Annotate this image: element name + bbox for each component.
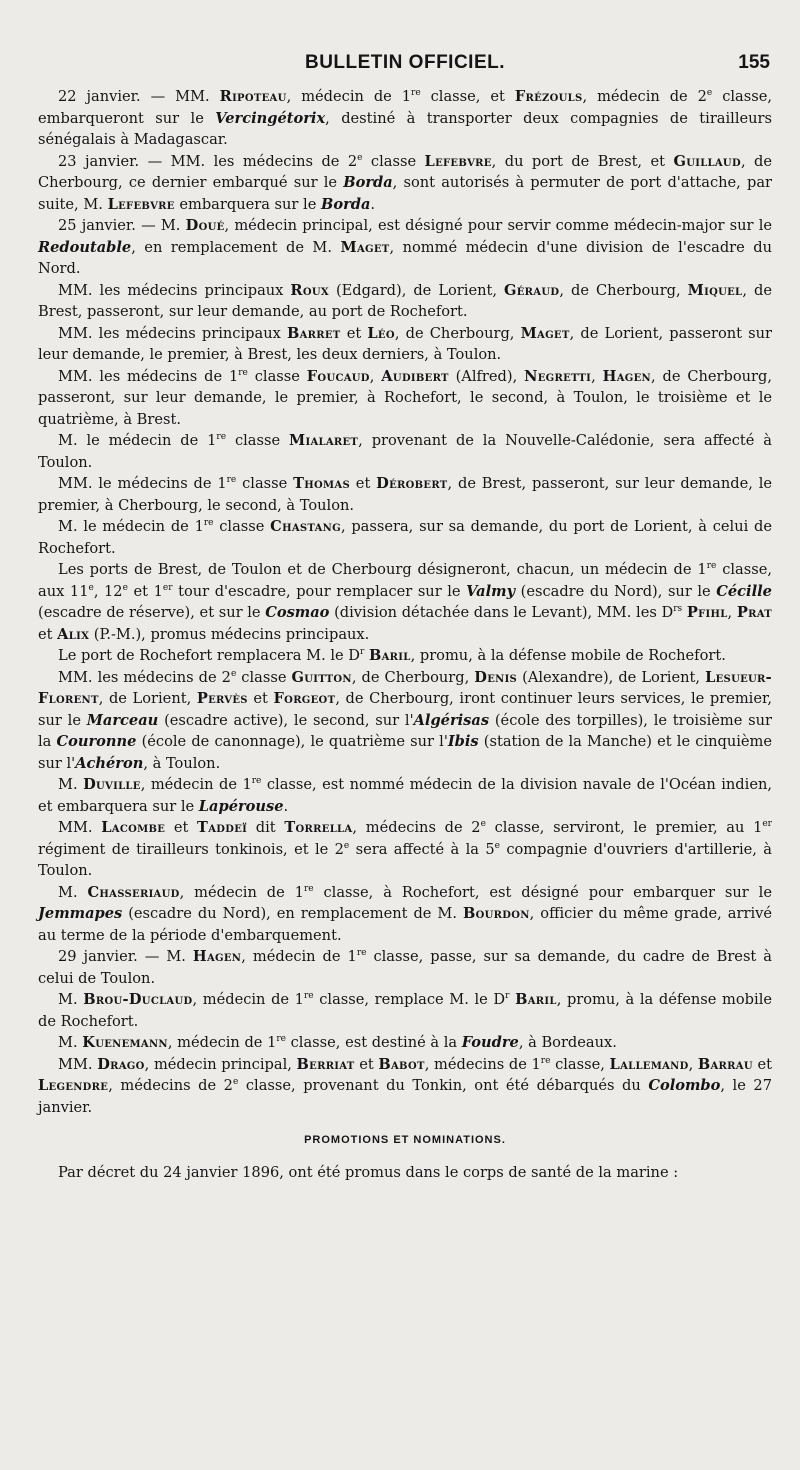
- text-run: classe, passe, sur sa demande, du cadre de Brest à celui de Toulon.: [38, 948, 772, 987]
- ship-name: Redoutable: [38, 238, 132, 256]
- paragraph: [38, 280, 772, 323]
- person-name: Hagen: [602, 367, 651, 385]
- text-run: , de Brest, passeront, sur leur demande, le premier, à Cherbourg, le second, à Toulon.: [38, 475, 772, 514]
- text-run: , de Brest, passeront, sur leur demande, au port de Rochefort.: [38, 281, 772, 320]
- text-run: M.: [58, 776, 84, 793]
- text-run: , 12: [93, 582, 123, 600]
- superscript: re: [226, 475, 237, 486]
- paragraph-list: [38, 86, 772, 1118]
- text-run: classe: [236, 668, 292, 686]
- text-run: , passera, sur sa demande, du port de Lorient, à celui de Rochefort.: [38, 518, 772, 557]
- text-run: classe, embarqueront sur le: [38, 88, 772, 127]
- text-run: et: [165, 819, 198, 836]
- superscript: re: [251, 776, 262, 787]
- text-run: (Edgard), de Lorient,: [328, 281, 504, 299]
- text-run: , de Cherbourg,: [559, 281, 688, 299]
- text-run: (escadre de réserve), et sur le: [38, 604, 266, 621]
- text-run: et 1: [127, 582, 163, 600]
- text-run: MM. les médecins principaux: [58, 324, 287, 342]
- paragraph: [38, 516, 772, 559]
- ship-name: Achéron: [75, 754, 144, 772]
- superscript: e: [494, 840, 500, 851]
- person-name: Mialaret: [289, 432, 359, 449]
- person-name: Pfihl: [686, 604, 728, 621]
- person-name: Léo: [367, 324, 395, 342]
- person-name: Berriat: [296, 1055, 355, 1073]
- person-name: Taddeï: [197, 819, 248, 836]
- person-name: Maget: [520, 324, 570, 342]
- text-run: , médecin de 1: [167, 1034, 277, 1051]
- person-name: Forgeot: [273, 690, 336, 707]
- superscript: er: [162, 582, 173, 593]
- text-run: embarquera sur le: [174, 195, 321, 213]
- superscript: re: [203, 518, 214, 529]
- text-run: , promu, à la défense mobile de Rochefort.: [38, 991, 772, 1030]
- text-run: , médecin de 1: [179, 883, 304, 901]
- text-run: M.: [58, 1034, 83, 1051]
- person-name: Chastang: [270, 518, 341, 535]
- text-run: MM. les médecins de 1: [58, 367, 239, 385]
- text-run: et: [247, 690, 274, 707]
- paragraph: [38, 151, 772, 216]
- text-run: , nommé médecin d'une division de l'escadre du Nord.: [38, 238, 773, 277]
- person-name: Baril: [368, 647, 411, 664]
- text-run: 23 janvier. — MM. les médecins de 2: [58, 152, 358, 170]
- text-run: , sont autorisés à permuter de port d'attache, par suite, M.: [38, 174, 772, 213]
- text-run: , provenant de la Nouvelle-Calédonie, sera affecté à Toulon.: [38, 432, 773, 471]
- text-run: .: [370, 195, 376, 213]
- superscript: re: [540, 1055, 551, 1066]
- text-run: classe, aux 11: [38, 561, 772, 600]
- text-run: 22 janvier. — MM.: [58, 88, 220, 105]
- person-name: Frézouls: [514, 88, 583, 105]
- text-run: , médecins de 2: [108, 1077, 233, 1094]
- text-run: classe: [213, 518, 271, 535]
- text-run: Le port de Rochefort remplacera M. le D: [58, 647, 360, 664]
- ship-name: Cécille: [716, 582, 772, 600]
- text-run: , le 27 janvier.: [38, 1077, 772, 1116]
- bulletin-title: BULLETIN OFFICIEL.: [304, 52, 506, 73]
- paragraph: [38, 667, 772, 775]
- ship-name: Valmy: [466, 582, 516, 600]
- closing-paragraph: [38, 1162, 772, 1184]
- person-name: Ripoteau: [219, 88, 287, 105]
- person-name: Thomas: [293, 475, 350, 492]
- document-body: [38, 86, 772, 1183]
- person-name: Kuenemann: [82, 1034, 168, 1051]
- text-run: , médecin de 1: [241, 948, 357, 965]
- paragraph: [38, 323, 772, 366]
- superscript: re: [303, 883, 314, 894]
- text-run: (école de canonnage), le quatrième sur l': [136, 733, 448, 750]
- superscript: e: [122, 582, 128, 593]
- person-name: Denis: [474, 668, 518, 686]
- text-run: , en remplacement de M.: [131, 238, 341, 256]
- text-run: , à Bordeaux.: [518, 1034, 617, 1051]
- text-run: (station de la Manche) et le cinquième sur l': [38, 733, 772, 772]
- text-run: classe: [247, 367, 307, 385]
- person-name: Guillaud: [673, 152, 741, 170]
- paragraph: [38, 86, 772, 151]
- superscript: e: [230, 668, 237, 679]
- text-run: , de Cherbourg, passeront, sur leur demande, le premier, à Rochefort, le second, à Toulon, le troisième et le quatrième, à Brest.: [38, 367, 773, 428]
- text-run: , médecin de 2: [582, 88, 707, 105]
- superscript: re: [276, 1034, 286, 1045]
- ship-name: Borda: [343, 174, 393, 191]
- section-title: PROMOTIONS ET NOMINATIONS.: [304, 1134, 506, 1146]
- superscript: r: [360, 647, 365, 658]
- ship-name: Couronne: [56, 733, 137, 750]
- superscript: re: [303, 991, 314, 1002]
- text-run: (division détachée dans le Levant), MM. les D: [329, 604, 674, 621]
- text-run: tour d'escadre, pour remplacer sur le: [172, 582, 467, 600]
- person-name: Baril: [515, 991, 557, 1008]
- text-run: classe, et: [420, 88, 515, 105]
- person-name: Barret: [286, 324, 341, 342]
- ship-name: Marceau: [86, 711, 159, 729]
- text-run: , médecins de 2: [352, 819, 481, 836]
- text-run: dit: [247, 819, 285, 836]
- person-name: Torrella: [284, 819, 353, 836]
- paragraph: [38, 882, 772, 947]
- paragraph: [38, 817, 772, 882]
- person-name: Alix: [57, 625, 90, 643]
- text-run: , de Cherbourg,: [394, 324, 521, 342]
- paragraph: [38, 645, 772, 667]
- text-run: (P.-M.), promus médecins principaux.: [89, 625, 370, 643]
- ship-name: Algérisas: [413, 711, 490, 729]
- person-name: Negretti: [524, 367, 592, 385]
- text-run: et: [752, 1055, 773, 1073]
- person-name: Prat: [736, 604, 772, 621]
- text-run: MM. les médecins de 2: [58, 668, 231, 686]
- person-name: Miquel: [687, 281, 743, 299]
- paragraph: [38, 430, 772, 473]
- person-name: Drago: [97, 1055, 145, 1073]
- text-run: , médecin de 1: [286, 88, 412, 105]
- superscript: re: [706, 561, 717, 572]
- text-run: classe, est nommé médecin de la division navale de l'Océan indien, et embarquera sur le: [38, 776, 772, 815]
- text-run: , du port de Brest, et: [491, 152, 674, 170]
- text-run: , de Lorient, passeront sur leur demande, le premier, à Brest, les deux derniers, à Toulon.: [38, 324, 773, 363]
- ship-name: Colombo: [648, 1077, 721, 1094]
- person-name: Lefebvre: [107, 195, 175, 213]
- person-name: Dérobert: [376, 475, 448, 492]
- ship-name: Foudre: [461, 1034, 519, 1051]
- person-name: Doué: [185, 217, 225, 234]
- text-run: classe, à Rochefort, est désigné pour embarquer sur le: [313, 883, 772, 901]
- page-number: 155: [738, 52, 770, 73]
- paragraph: [38, 1054, 772, 1119]
- text-run: , de Cherbourg,: [351, 668, 475, 686]
- text-run: M. le médecin de 1: [58, 518, 204, 535]
- text-run: MM.: [58, 1055, 98, 1073]
- text-run: MM. le médecins de 1: [58, 475, 227, 492]
- person-name: Barrau: [697, 1055, 753, 1073]
- text-run: 25 janvier. — M.: [58, 217, 186, 234]
- text-run: , promu, à la défense mobile de Rochefort.: [410, 647, 726, 664]
- person-name: Lallemand: [609, 1055, 689, 1073]
- text-run: et: [354, 1055, 379, 1073]
- person-name: Hagen: [192, 948, 242, 965]
- superscript: re: [411, 88, 421, 99]
- text-run: (escadre active), le second, sur l': [158, 711, 414, 729]
- text-run: classe: [236, 475, 294, 492]
- page-header: [38, 52, 772, 80]
- person-name: Roux: [290, 281, 329, 299]
- text-run: ,: [591, 367, 603, 385]
- person-name: Lacombe: [101, 819, 166, 836]
- ship-name: Lapérouse: [198, 797, 284, 815]
- text-run: classe, provenant du Tonkin, ont été débarqués du: [238, 1077, 649, 1094]
- person-name: Foucaud: [306, 367, 370, 385]
- text-run: 29 janvier. — M.: [58, 948, 193, 965]
- text-run: classe,: [550, 1055, 610, 1073]
- text-run: , médecin principal, est désigné pour servir comme médecin-major sur le: [224, 217, 772, 234]
- ship-name: Vercingétorix: [215, 109, 326, 127]
- ship-name: Ibis: [447, 733, 479, 750]
- text-run: , médecin de 1: [140, 776, 252, 793]
- text-run: ,: [688, 1055, 698, 1073]
- text-run: M. le médecin de 1: [58, 432, 217, 449]
- text-run: , de Cherbourg, iront continuer leurs services, le premier, sur le: [38, 690, 773, 729]
- superscript: e: [232, 1077, 239, 1088]
- text-run: classe, remplace M. le D: [313, 991, 506, 1008]
- person-name: Lesueur-Florent: [38, 668, 772, 707]
- person-name: Legendre: [38, 1077, 109, 1094]
- ship-name: Jemmapes: [38, 905, 123, 922]
- text-run: M.: [58, 883, 88, 901]
- text-run: classe, est destiné à la: [286, 1034, 462, 1051]
- person-name: Chasseriaud: [87, 883, 180, 901]
- text-run: M.: [58, 991, 84, 1008]
- superscript: e: [343, 840, 350, 851]
- text-run: .: [283, 797, 289, 815]
- text-run: ,: [369, 367, 382, 385]
- text-run: (école des torpilles), le troisième sur la: [38, 711, 773, 750]
- paragraph: [38, 989, 772, 1032]
- text-run: , médecins de 1: [424, 1055, 541, 1073]
- superscript: e: [88, 582, 94, 593]
- text-run: (escadre du Nord), sur le: [515, 582, 717, 600]
- superscript: r: [505, 991, 510, 1002]
- text-run: Par décret du 24 janvier 1896, ont été promus dans le corps de santé de la marine :: [58, 1163, 679, 1181]
- ship-name: Borda: [321, 195, 371, 213]
- paragraph: [38, 1032, 772, 1054]
- person-name: Lefebvre: [424, 152, 492, 170]
- text-run: et: [349, 475, 377, 492]
- text-run: régiment de tirailleurs tonkinois, et le 2: [38, 840, 344, 858]
- person-name: Pervès: [196, 690, 248, 707]
- text-run: , médecin principal,: [144, 1055, 297, 1073]
- text-run: , destiné à transporter deux compagnies de tirailleurs sénégalais à Madagascar.: [38, 109, 772, 148]
- text-run: Les ports de Brest, de Toulon et de Cherbourg désigneront, chacun, un médecin de 1: [58, 561, 707, 578]
- text-run: sera affecté à la 5: [349, 840, 495, 858]
- text-run: classe: [226, 432, 290, 449]
- superscript: re: [238, 367, 248, 378]
- text-run: (Alexandre), de Lorient,: [517, 668, 706, 686]
- text-run: MM.: [58, 819, 102, 836]
- paragraph: [38, 559, 772, 645]
- ship-name: Cosmao: [265, 604, 330, 621]
- text-run: , de Cherbourg, ce dernier embarqué sur le: [38, 152, 772, 191]
- text-run: (Alfred),: [448, 367, 525, 385]
- person-name: Bourdon: [462, 905, 530, 922]
- person-name: Géraud: [504, 281, 560, 299]
- person-name: Audibert: [381, 367, 449, 385]
- text-run: et: [340, 324, 368, 342]
- text-run: compagnie d'ouvriers d'artillerie, à Toulon.: [38, 840, 772, 879]
- text-run: , officier du même grade, arrivé au terme de la période d'embarquement.: [38, 905, 772, 944]
- person-name: Duville: [83, 776, 141, 793]
- superscript: e: [480, 819, 486, 830]
- paragraph: [38, 946, 772, 989]
- text-run: , médecin de 1: [192, 991, 304, 1008]
- superscript: re: [216, 432, 227, 443]
- superscript: er: [762, 819, 772, 830]
- person-name: Brou-Duclaud: [83, 991, 193, 1008]
- superscript: e: [706, 88, 713, 99]
- paragraph: [38, 215, 772, 280]
- text-run: classe, serviront, le premier, au 1: [485, 819, 763, 836]
- person-name: Maget: [340, 238, 390, 256]
- person-name: Babot: [378, 1055, 425, 1073]
- text-run: classe: [362, 152, 425, 170]
- superscript: re: [356, 948, 367, 959]
- text-run: (escadre du Nord), en remplacement de M.: [122, 905, 463, 922]
- paragraph: [38, 774, 772, 817]
- text-run: MM. les médecins principaux: [58, 281, 291, 299]
- paragraph: [38, 366, 772, 431]
- text-run: ,: [727, 604, 737, 621]
- paragraph: [38, 473, 772, 516]
- text-run: , de Lorient,: [98, 690, 197, 707]
- person-name: Guitton: [291, 668, 352, 686]
- text-run: , à Toulon.: [143, 754, 221, 772]
- superscript: e: [357, 152, 363, 163]
- text-run: et: [38, 625, 58, 643]
- superscript: rs: [673, 604, 683, 615]
